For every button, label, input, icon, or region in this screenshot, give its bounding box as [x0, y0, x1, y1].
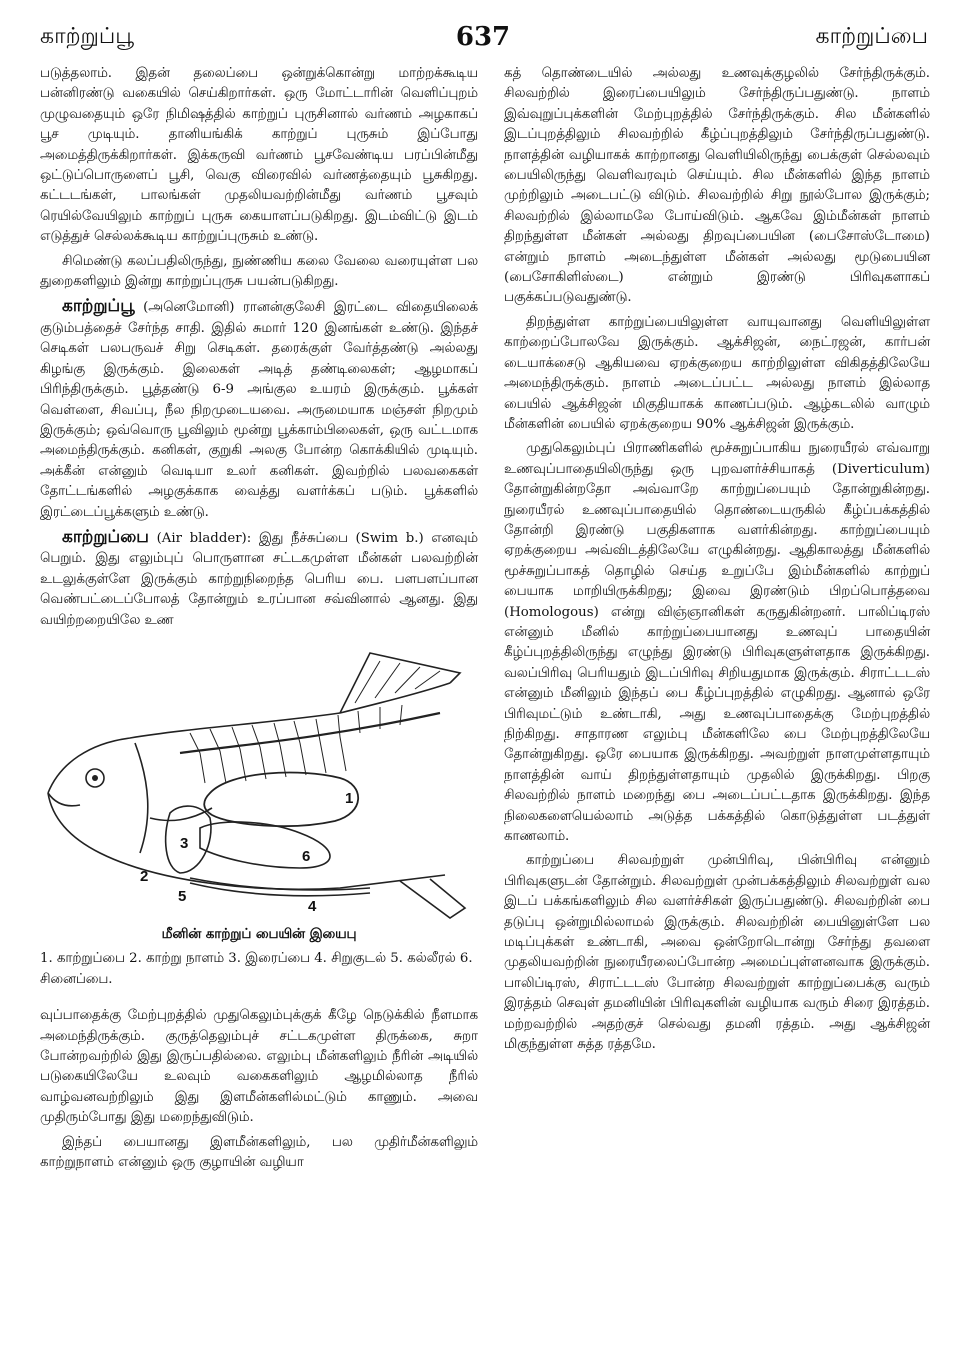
eye-pupil — [92, 775, 98, 781]
right-column — [504, 64, 930, 1060]
entry-kaatrupoo — [40, 296, 478, 522]
left-column — [40, 64, 478, 1177]
label-6: 6 — [302, 847, 311, 865]
page-number: 637 — [455, 22, 511, 52]
fish-anatomy-figure — [40, 643, 478, 990]
gonad-shape — [200, 822, 330, 868]
label-4: 4 — [308, 897, 317, 915]
label-3: 3 — [180, 834, 189, 852]
label-5: 5 — [178, 887, 187, 905]
neural-spines — [190, 705, 402, 753]
entry-term-kaatrupoo: காற்றுப்பூ — [62, 296, 135, 317]
figure-caption: மீனின் காற்றுப் பையின் இயைபு — [161, 926, 357, 942]
entry-body-kaatrupoo: (அனெமோனி) ரானன்குலேசி இரட்டை விதையிலைக் குடும்பத்தைச் சேர்ந்த சாதி. இதில் சுமார் 120 இனங்கள் உண்டு. இந்தச் செடிகள் பலபருவச் சிறு செடிகள். தரைக்குள் வேர்த்தண்டு அல்லது கிழங்கு இருக்கும். இலைகள் அடித் தண்டிலைகள்; ஆழமாகப் பிரிந்திருக்கும். பூத்தண்டு 6-9 அங்குல உயரம் இருக்கும். பூக்கள் வெள்ளை, சிவப்பு, நீல நிறமுடையவை. அருமையாக மஞ்சள் நிறமும் இருக்கும்; ஒவ்வொரு பூவிலும் மூன்று பூக்காம்பிலைகள், ஒரு வட்டமாக அமைந்திருக்கும். கனிகள், குறுகி அலகு போன்ற கொக்கியில் முடியும். அக்கீன் என்னும் வெடியா உலர் கனிகள். இவற்றில் பலவகைகள் தோட்டங்களில் அழகுக்காக வைத்து வளர்க்கப் படும். பூக்களில் இரட்டைப்பூக்களும் உண்டு. — [40, 300, 478, 520]
fish-mouth — [48, 793, 80, 806]
entry-kaatrupai — [40, 527, 478, 631]
paragraph-after-figure: வுப்பாதைக்கு மேற்புறத்தில் முதுகெலும்புக்குக் கீழே நெடுக்கில் நீளமாக அமைந்திருக்கும். குருத்தெலும்புச் சட்டகமுள்ள திருக்கை, சுறா போன்றவற்றில் இது இருப்பதில்லை. எலும்பு மீன்களிலும் நீரின் அடியில் படுகையிலேயே உலவும் வகைகளிலும் ஆழமில்லாத நீரில் வாழ்வனவற்றிலும் இது இளமீன்களில்மட்டும் காணும். அவை முதிரும்போது இது மறைந்துவிடும். — [40, 1008, 478, 1126]
figure-legend: 1. காற்றுப்பை 2. காற்று நாளம் 3. இரைப்பை 4. சிறுகுடல் 5. கல்லீரல் 6. சினைப்பை. — [40, 951, 473, 987]
running-head-right: காற்றுப்பை — [815, 24, 928, 49]
anal-fin — [400, 879, 465, 918]
paragraph-right-2: திறந்துள்ள காற்றுப்பையிலுள்ள வாயுவானது வெளியிலுள்ள காற்றைப்போலவே இருக்கும். ஆக்சிஜன், நைட்ரஜன், கார்பன் டையாக்சைடு ஆகியவை ஏறக்குறைய காற்றிலுள்ள விகிதத்திலேயே அமைந்திருக்கும். நாளம் அடைப்பட்ட அல்லது நாளம் இல்லாத பையில் ஆக்சிஜன் மிகுதியாகக் காணப்படும். ஆழ்கடலில் வாழும் மீன்களின் பையில் ஏறக்குறைய 90% ஆக்சிஜன் இருக்கும். — [504, 314, 930, 432]
paragraph-right-4: காற்றுப்பை சிலவற்றுள் முன்பிரிவு, பின்பிரிவு என்னும் பிரிவுகளுடன் தோன்றும். சிலவற்றுள் முன்பக்கத்திலும் சிலவற்றுள் வல இடப் பக்கங்களிலும் சில வளர்ச்சிகள் இருப்பதுண்டு. சிலவற்றின் பை தடுப்பு ஒன்றுமில்லாமல் இருக்கும். சிலவற்றின் பையினுள்ளே பல மடிப்புக்கள் உண்டாகி, அவை ஒன்றோடொன்று சேர்ந்து தவளை முதலியவற்றின் நுரையீரலைப்போன்ற அமைப்புள்ளனவாக இருக்கும். பாலிப்டிரஸ், சிராட்டடஸ் போன்ற சிலவற்றுள் காற்றுப்பைக்கு வரும் இரத்தம் செவுள் தமனியின் பிரிவுகளின் வழியாக வரும் சிரை இரத்தம். மற்றவற்றில் அதற்குச் செல்வது தமனி ரத்தம். அது ஆக்சிஜன் மிகுந்துள்ள சுத்த ரத்தமே. — [504, 853, 930, 1053]
paragraph-right-1: கத் தொண்டையில் அல்லது உணவுக்குழலில் சேர்ந்திருக்கும். சிலவற்றில் இரைப்பையிலும் சேர்ந்திருப்பதுண்டு. நாளம் இவ்வுறுப்புக்களின் மேற்புறத்தில் சேர்ந்திருக்கும். சில மீன்களில் இடப்புறத்திலும் சிலவற்றில் கீழ்ப்புறத்திலும் சேர்ந்திருப்பதுண்டு. நாளத்தின் வழியாகக் காற்றானது வெளியிலிருந்து பைக்குள் செல்லவும் பையிலிருந்து வெளிவரவும் செய்யும். சில மீன்களில் இந்த நாளம் முற்றிலும் அடைபட்டு விடும். சிலவற்றில் சிறு நூல்போல இருக்கும்; சிலவற்றில் இல்லாமலே போய்விடும். ஆகவே இம்மீன்கள் நாளம் திறந்துள்ள மீன்கள் அல்லது திறவுப்பையின (பைசோஸ்டோமை) என்றும் நாளம் அடைந்துள்ள மீன்கள் அல்லது மூடுபையின (பைசோகிளிஸ்டை) என்றும் இரண்டு பிரிவுகளாகப் பகுக்கப்படுவதுண்டு. — [504, 66, 930, 306]
label-1: 1 — [345, 789, 354, 807]
running-head-left: காற்றுப்பூ — [40, 24, 134, 49]
paragraph-right-3: முதுகெலும்புப் பிராணிகளில் மூச்சுறுப்பாகிய நுரையீரல் எவ்வாறு உணவுப்பாதையிலிருந்து ஒரு புறவளர்ச்சியாகத் (Diverticulum) தோன்றுகின்றதோ அவ்வாறே காற்றுப்பையும் தோன்றுகின்றது. நுரையீரல் உணவுப்பாதையில் தொண்டையருகில் கீழ்ப்பக்கத்தில் தோன்றி இரண்டு பகுதிகளாக வளர்கின்றது. காற்றுப்பையும் ஏறக்குறைய அவ்விடத்திலேயே எழுகின்றது. ஆதிகாலத்து மீன்களில் மூச்சுறுப்பாகத் தொழில் செய்த உறுப்பே இம்மீன்களில் காற்றுப் பையாக மாறியிருக்கிறது; இவை இரண்டும் பிறப்பொத்தவை (Homologous) என்று விஞ்ஞானிகள் கருதுகின்றனர். பாலிப்டிரஸ் என்னும் மீனில் காற்றுப்பையானது உணவுப் பாதையின் கீழ்ப்புறத்திலிருந்து எழுந்து இரண்டு பிரிவுகளுள்ளதாக இருக்கிறது. வலப்பிரிவு பெரியதும் இடப்பிரிவு சிறியதுமாக இருக்கும். சிராட்டடஸ் என்னும் மீனிலும் இந்தப் பை கீழ்ப்புறத்தில் எழுகிறது. ஆனால் ஒரே பிரிவுமட்டும் உண்டாகி, அது உணவுப்பாதைக்கு மேற்புறத்தில் நிற்கிறது. சாதாரண எலும்பு மீன்களிலே பை மேற்புறத்திலேயே தோன்றுகிறது. ஒரே பையாக இருக்கிறது. அவற்றுள் நாளமுள்ளதாயும் நாளத்தின் வாய் திறந்துள்ளதாயும் முதலில் இருக்கிறது. பிறகு சிலவற்றில் நாளம் மறைந்து பை அடைப்பட்டதாக இருக்கிறது. இந்த நிலைகளையெல்லாம் அடுத்த பக்கத்தில் கொடுத்துள்ள படத்துள் காணலாம். — [504, 441, 930, 845]
fish-illustration — [40, 643, 478, 923]
gill-cover — [135, 743, 148, 853]
entry-term-kaatrupai: காற்றுப்பை — [62, 526, 149, 547]
paragraph-air-brush-cont: படுத்தலாம். இதன் தலைப்பை ஒன்றுக்கொன்று மாற்றக்கூடிய பன்னிரண்டு வகையில் செய்கிறார்கள். ஒரு மோட்டாரின் வெளிப்புறம் முழுவதையும் ஒரே நிமிஷத்தில் காற்றுப் புருசினால் வர்ணம் அழகாகப் பூச முடியும். தானியங்கிக் காற்றுப் புருசும் இப்போது அமைத்திருக்கிறார்கள். இக்கருவி வர்ணம் பூசவேண்டிய பரப்பின்மீது ஒட்டுப்பொருளைப் பூசி, வெகு விரைவில் வர்ணத்தையும் பூசுகிறது. கட்டடங்கள், பாலங்கள் முதலியவற்றின்மீது வர்ணம் பூசவும் ரெயில்வேயிலும் காற்றுப் புருசு கையாளப்படுகிறது. இடம்விட்டு இடம் எடுத்துச் செல்லக்கூடிய காற்றுப்புருசும் உண்டு. — [40, 66, 478, 245]
label-2: 2 — [140, 867, 149, 885]
ribs — [200, 737, 346, 783]
dorsal-fin — [340, 653, 460, 713]
entry-body-kaatrupai: (Air bladder): இது நீச்சுப்பை (Swim b.) எனவும் பெறும். இது எலும்புப் பொருளான சட்டகமுள்ள மீன்கள் பலவற்றின் உடலுக்குள்ளே இருக்கும் காற்றுநிறைந்த பெரிய பை. பளபளப்பான வெண்பட்டைப்போலத் தோன்றும் உரப்பான சவ்வினால் ஆனது. இது வயிற்றறையிலே உண — [40, 530, 478, 628]
fish-ventral-outline — [48, 793, 445, 889]
paragraph-air-brush-uses: சிமெண்டு கலப்பதிலிருந்து, நுண்ணிய கலை வேலை வரையுள்ள பல துறைகளிலும் இன்று காற்றுப்புருசு பயன்படுகிறது. — [40, 253, 478, 290]
dorsal-fin-rays — [355, 661, 440, 703]
air-bladder-shape — [204, 773, 358, 827]
paragraph-left-last: இந்தப் பையானது இளமீன்களிலும், பல முதிர்மீன்களிலும் காற்றுநாளம் என்னும் ஒரு குழாயின் வழியா — [40, 1134, 478, 1171]
